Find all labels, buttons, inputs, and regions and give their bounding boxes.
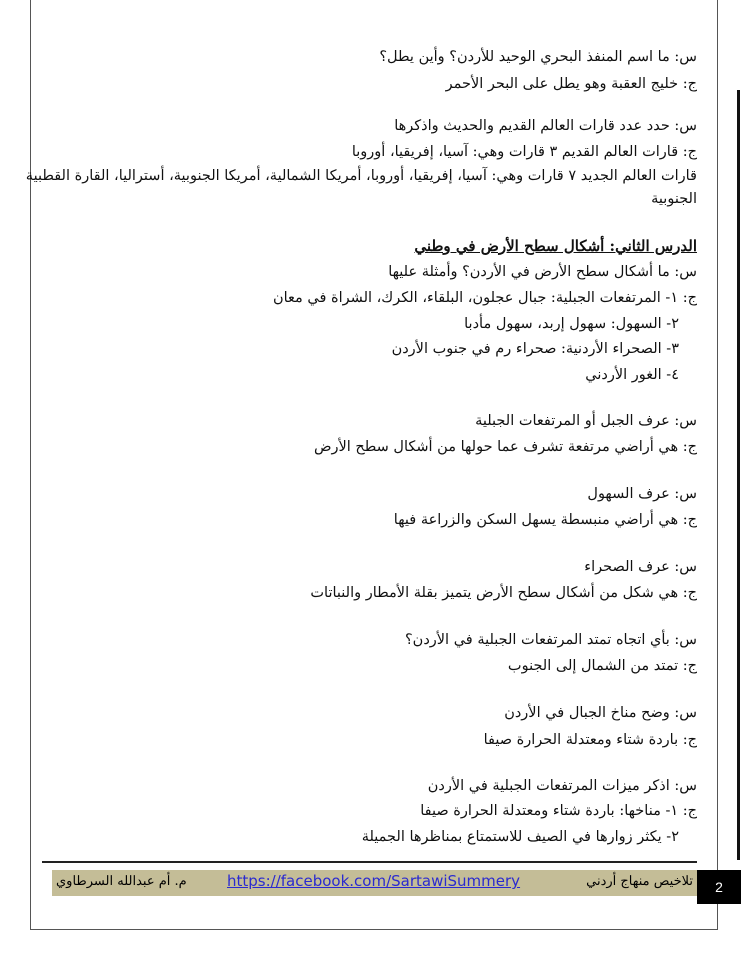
question: س: اذكر ميزات المرتفعات الجبلية في الأردن — [427, 778, 697, 794]
footer-divider — [42, 861, 697, 863]
question: س: ما اسم المنفذ البحري الوحيد للأردن؟ وأين يطل؟ — [379, 49, 697, 65]
question: س: عرف الجبل أو المرتفعات الجبلية — [475, 413, 697, 429]
question: س: عرف الصحراء — [584, 559, 697, 575]
answer-item: ٢- يكثر زوارها في الصيف للاستمتاع بمناظرها الجميلة — [361, 829, 679, 845]
answer: ج: قارات العالم القديم ٣ قارات وهي: آسيا، إفريقيا، أوروبا — [351, 144, 697, 160]
facebook-link[interactable]: https://facebook.com/SartawiSummery — [227, 872, 521, 890]
question: س: حدد عدد قارات العالم القديم والحديث واذكرها — [394, 118, 697, 134]
answer: الجنوبية — [651, 191, 697, 207]
answer: ج: ١- المرتفعات الجبلية: جبال عجلون، البلقاء، الكرك، الشراة في معان — [272, 290, 697, 306]
answer: ج: باردة شتاء ومعتدلة الحرارة صيفا — [483, 732, 697, 748]
answer: ج: هي شكل من أشكال سطح الأرض يتميز بقلة الأمطار والنباتات — [310, 585, 697, 601]
page-number: 2 — [697, 870, 741, 904]
question: س: ما أشكال سطح الأرض في الأردن؟ وأمثلة عليها — [388, 264, 697, 280]
answer-item: ٤- الغور الأردني — [585, 367, 679, 383]
answer: ج: ١- مناخها: باردة شتاء ومعتدلة الحرارة صيفا — [420, 803, 697, 819]
lesson-title: الدرس الثاني: أشكال سطح الأرض في وطني — [414, 237, 697, 255]
answer: ج: هي أراضي منبسطة يسهل السكن والزراعة فيها — [393, 512, 697, 528]
answer: قارات العالم الجديد ٧ قارات وهي: آسيا، إفريقيا، أوروبا، أمريكا الشمالية، أمريكا الجنوبية، أستراليا، القارة القطبية — [25, 168, 697, 184]
answer: ج: خليج العقبة وهو يطل على البحر الأحمر — [445, 76, 697, 92]
answer-item: ٢- السهول: سهول إربد، سهول مأدبا — [464, 316, 679, 332]
footer-series-title: تلاخيص منهاج أردني — [586, 874, 693, 889]
answer: ج: هي أراضي مرتفعة تشرف عما حولها من أشكال سطح الأرض — [313, 439, 697, 455]
answer-item: ٣- الصحراء الأردنية: صحراء رم في جنوب الأردن — [391, 341, 679, 357]
page-edge-bar — [737, 90, 740, 860]
footer-author: م. أم عبدالله السرطاوي — [56, 874, 187, 889]
question: س: بأي اتجاه تمتد المرتفعات الجبلية في الأردن؟ — [404, 632, 697, 648]
footer-band — [52, 870, 697, 896]
question: س: وضح مناخ الجبال في الأردن — [504, 705, 697, 721]
question: س: عرف السهول — [587, 486, 697, 502]
answer: ج: تمتد من الشمال إلى الجنوب — [507, 658, 697, 674]
